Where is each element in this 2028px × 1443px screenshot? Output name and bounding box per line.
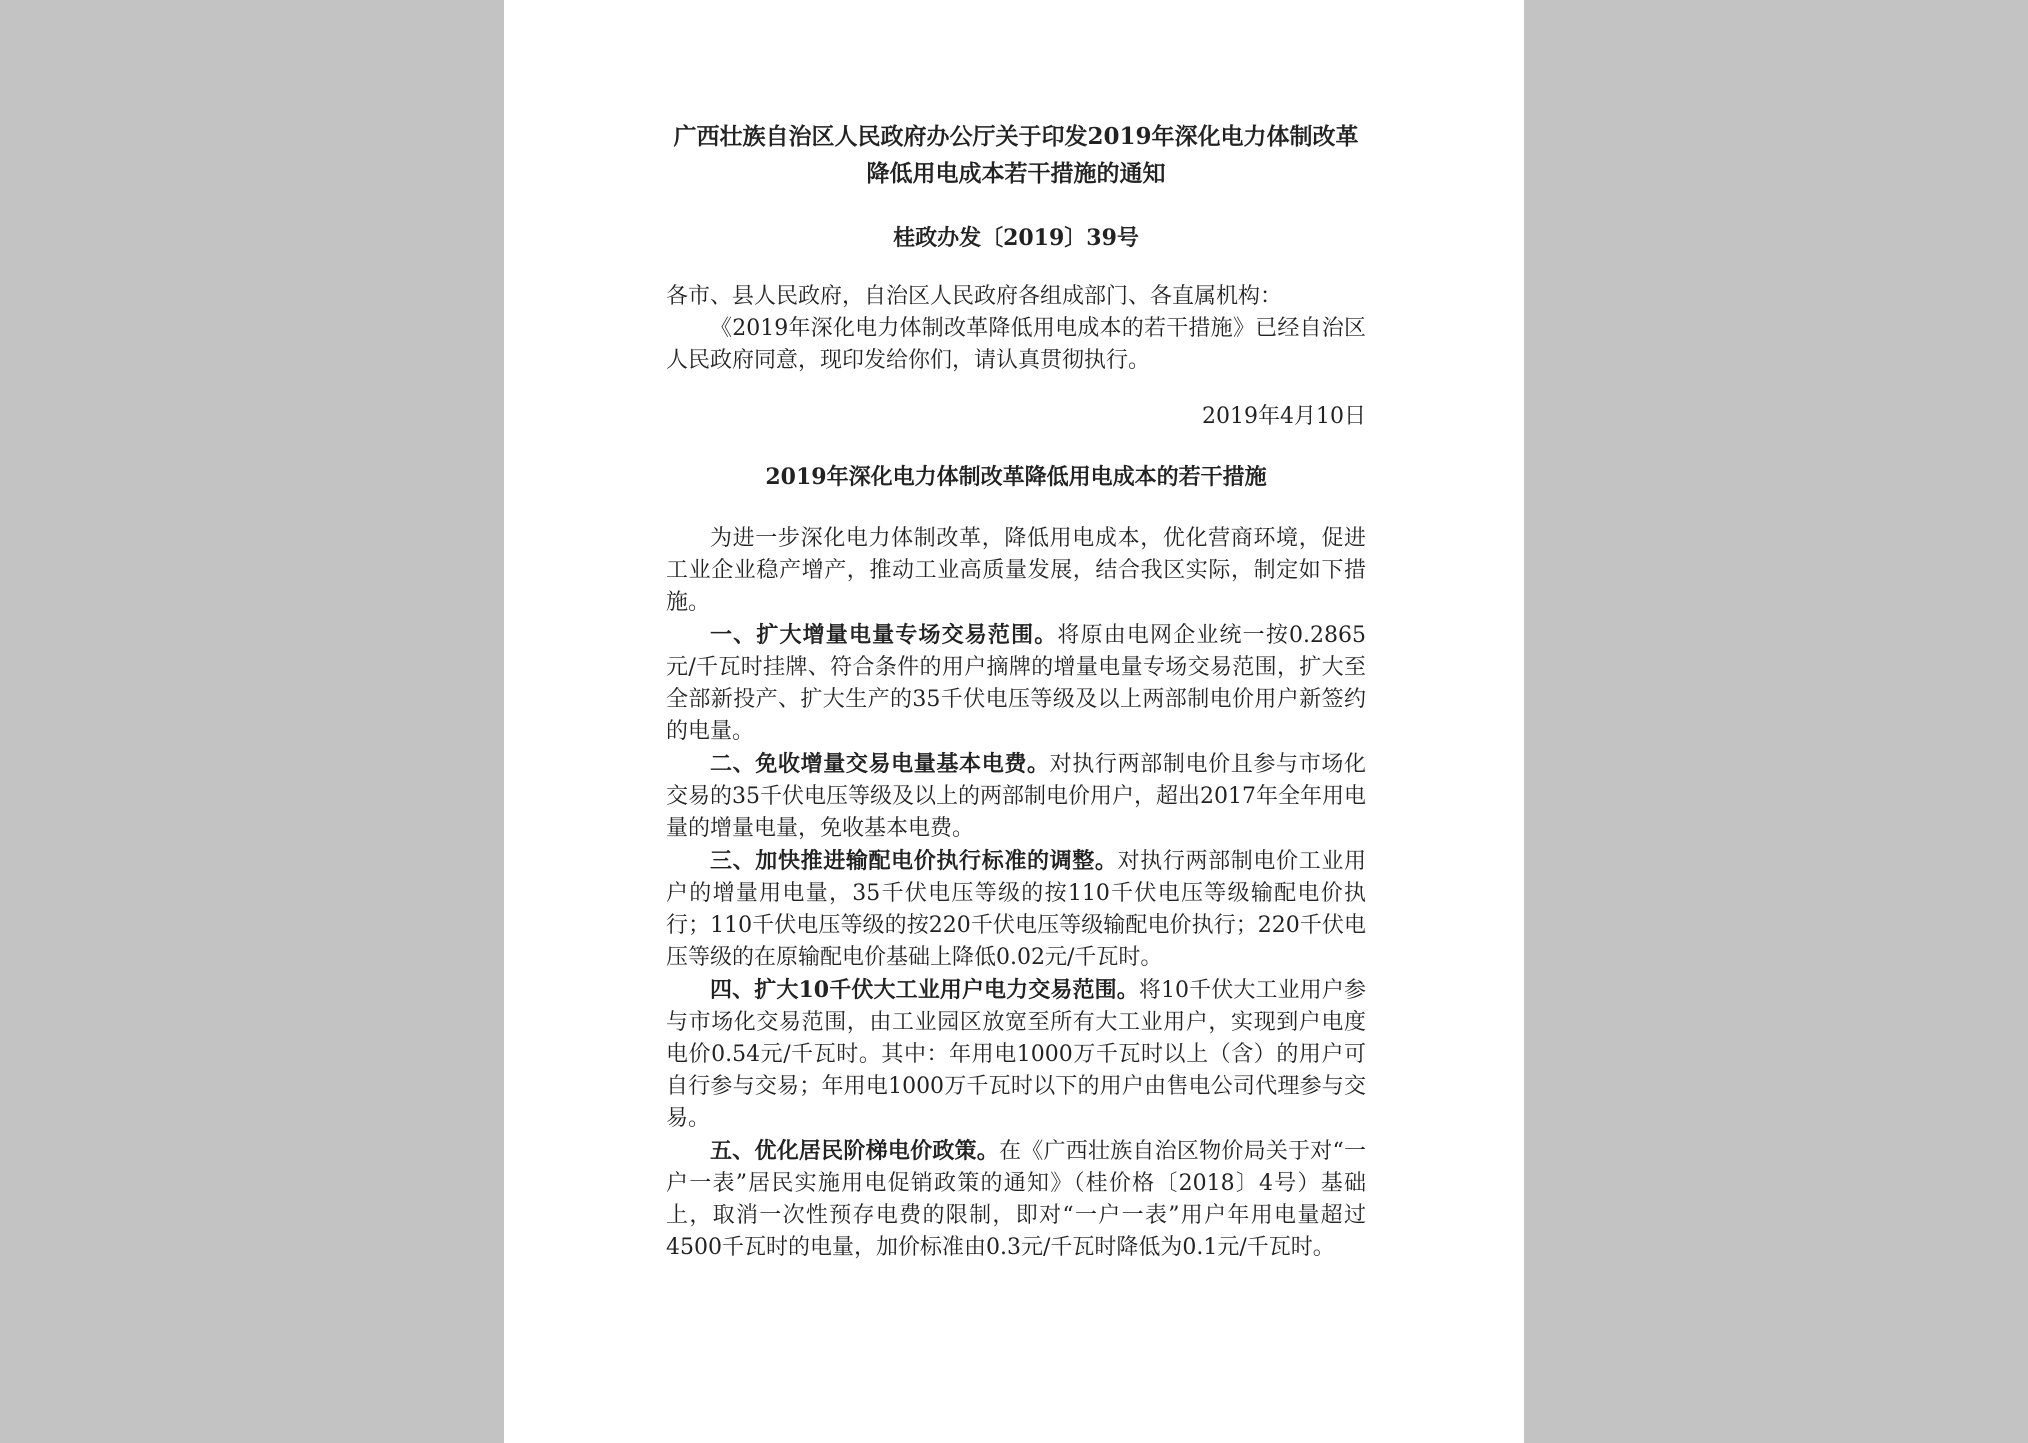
measure-heading: 二、免收增量交易电量基本电费。: [710, 751, 1050, 777]
measure-heading: 四、扩大10千伏大工业用户电力交易范围。: [710, 977, 1139, 1003]
measure-item: [666, 845, 1366, 974]
measure-heading: 一、扩大增量电量专场交易范围。: [710, 622, 1058, 648]
document-number: 桂政办发〔2019〕39号: [893, 225, 1139, 251]
document-page: [504, 0, 1524, 1443]
measures-title: 2019年深化电力体制改革降低用电成本的若干措施: [765, 464, 1267, 490]
measures-section: [666, 523, 1366, 1264]
notice-body: 《2019年深化电力体制改革降低用电成本的若干措施》已经自治区人民政府同意，现印发给你们，请认真贯彻执行。: [666, 316, 1366, 373]
measure-text: 对执行两部制电价且参与市场化交易的35千伏电压等级及以上的两部制电价用户，超出2017年全年用电量的增量电量，免收基本电费。: [666, 752, 1366, 841]
issue-date: 2019年4月10日: [1202, 404, 1366, 429]
measure-heading: 五、优化居民阶梯电价政策。: [710, 1138, 1000, 1164]
document-title: 广西壮族自治区人民政府办公厅关于印发2019年深化电力体制改革降低用电成本若干措施的通知: [673, 123, 1359, 187]
salutation: 各市、县人民政府，自治区人民政府各组成部门、各直属机构：: [666, 284, 1283, 309]
intro-paragraph: 为进一步深化电力体制改革，降低用电成本，优化营商环境，促进工业企业稳产增产，推动工业高质量发展，结合我区实际，制定如下措施。: [666, 526, 1366, 615]
measure-text: 在《广西壮族自治区物价局关于对“一户一表”居民实施用电促销政策的通知》（桂价格〔2018〕4号）基础上，取消一次性预存电费的限制，即对“一户一表”用户年用电量超过4500千瓦时的电量，加价标准由0.3元/千瓦时降低为0.1元/千瓦时。: [666, 1139, 1366, 1260]
measure-text: 对执行两部制电价工业用户的增量用电量，35千伏电压等级的按110千伏电压等级输配电价执行；110千伏电压等级的按220千伏电压等级输配电价执行；220千伏电压等级的在原输配电价基础上降低0.02元/千瓦时。: [666, 849, 1366, 970]
measure-item: [666, 619, 1366, 748]
measure-text: 将原由电网企业统一按0.2865元/千瓦时挂牌、符合条件的用户摘牌的增量电量专场交易范围，扩大至全部新投产、扩大生产的35千伏电压等级及以上两部制电价用户新签约的电量。: [666, 623, 1366, 744]
measure-text: 将10千伏大工业用户参与市场化交易范围，由工业园区放宽至所有大工业用户，实现到户电度电价0.54元/千瓦时。其中：年用电1000万千瓦时以上（含）的用户可自行参与交易；年用电1000万千瓦时以下的用户由售电公司代理参与交易。: [666, 978, 1367, 1131]
measure-item: [666, 974, 1366, 1135]
measure-heading: 三、加快推进输配电价执行标准的调整。: [710, 848, 1118, 874]
document-content: [666, 118, 1366, 1264]
measure-item: [666, 748, 1366, 845]
measure-item: [666, 1135, 1366, 1264]
